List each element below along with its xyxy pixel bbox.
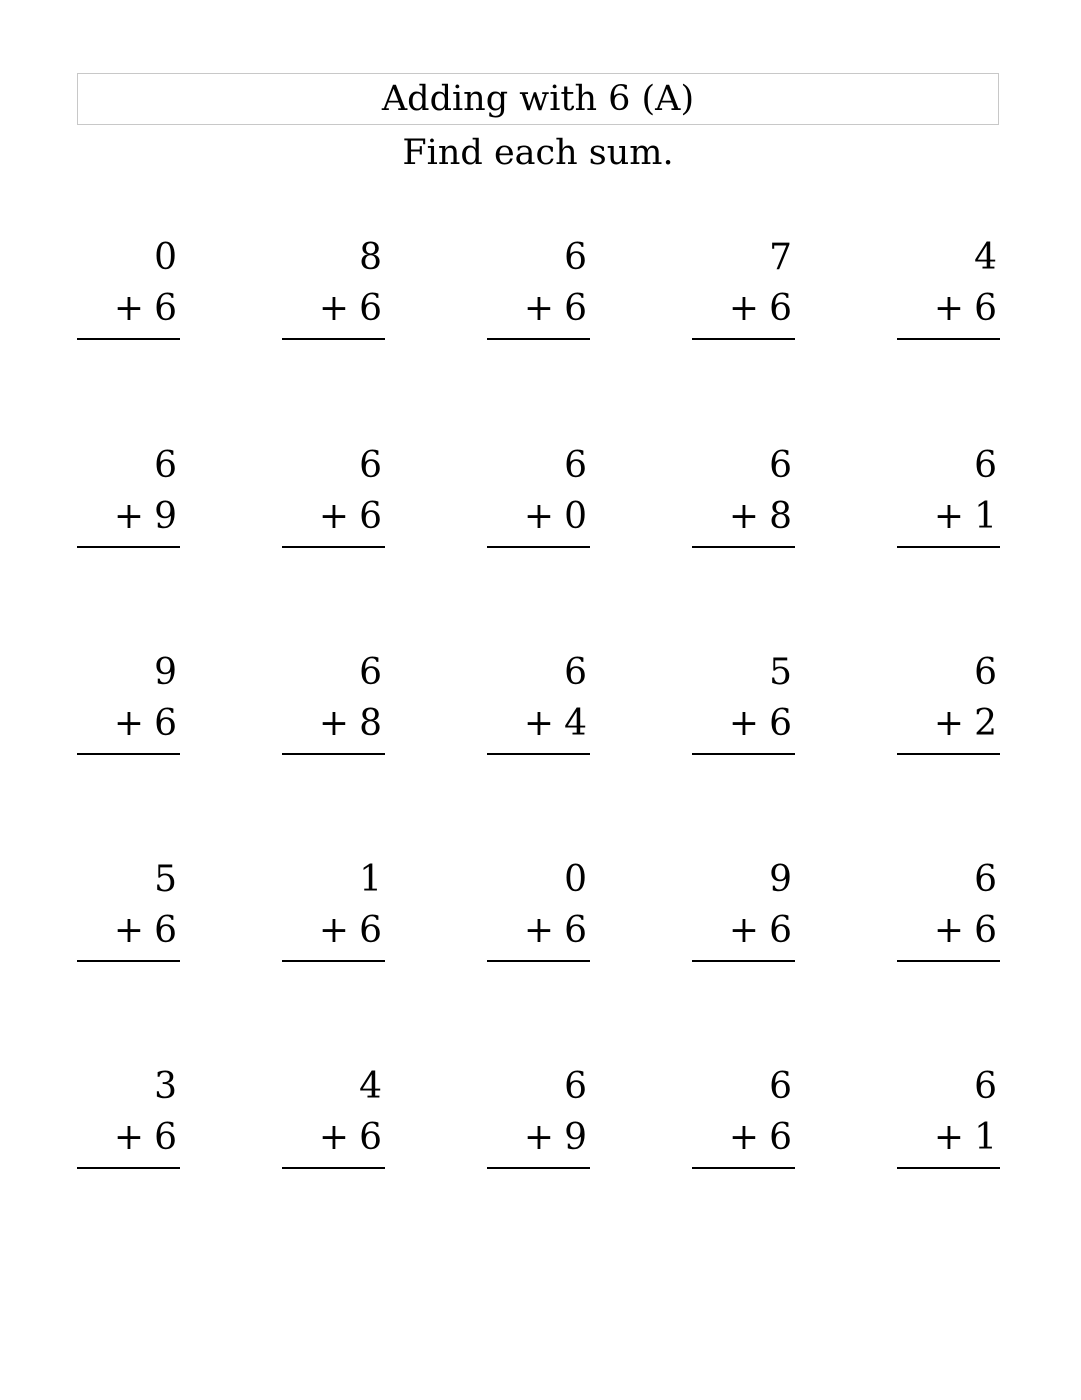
answer-line xyxy=(487,1167,590,1169)
answer-line xyxy=(897,1167,1000,1169)
plus-sign: + xyxy=(113,703,145,744)
bottom-addend-line xyxy=(692,1112,795,1163)
bottom-addend: 8 xyxy=(769,496,792,537)
worksheet-title: Adding with 6 (A) xyxy=(381,78,695,119)
addition-problem xyxy=(692,854,795,974)
answer-line xyxy=(897,960,1000,962)
plus-sign: + xyxy=(728,910,760,951)
top-addend: 6 xyxy=(769,1066,792,1107)
bottom-addend: 6 xyxy=(359,1117,382,1158)
plus-sign: + xyxy=(933,288,965,329)
top-addend: 4 xyxy=(359,1066,382,1107)
plus-sign: + xyxy=(523,288,555,329)
addition-problem xyxy=(282,854,385,974)
plus-sign: + xyxy=(318,288,350,329)
bottom-addend: 6 xyxy=(974,288,997,329)
bottom-addend-line xyxy=(897,1112,1000,1163)
bottom-addend-line xyxy=(692,283,795,334)
addition-problem xyxy=(692,647,795,767)
bottom-addend-line xyxy=(77,491,180,542)
addition-problem xyxy=(282,440,385,560)
addition-problem xyxy=(897,1061,1000,1181)
answer-line xyxy=(692,1167,795,1169)
plus-sign: + xyxy=(113,496,145,537)
bottom-addend: 9 xyxy=(154,496,177,537)
plus-sign: + xyxy=(318,703,350,744)
bottom-addend-line xyxy=(282,905,385,956)
top-addend: 6 xyxy=(359,445,382,486)
bottom-addend: 6 xyxy=(154,703,177,744)
top-addend: 0 xyxy=(564,859,587,900)
answer-line xyxy=(692,546,795,548)
bottom-addend: 6 xyxy=(769,1117,792,1158)
addition-problem xyxy=(282,647,385,767)
plus-sign: + xyxy=(728,496,760,537)
top-addend: 9 xyxy=(769,859,792,900)
top-addend: 9 xyxy=(154,652,177,693)
answer-line xyxy=(487,960,590,962)
top-addend: 6 xyxy=(769,445,792,486)
top-addend: 6 xyxy=(564,445,587,486)
worksheet-instructions: Find each sum. xyxy=(402,133,674,173)
answer-line xyxy=(77,1167,180,1169)
bottom-addend: 6 xyxy=(154,288,177,329)
plus-sign: + xyxy=(523,703,555,744)
addition-problem xyxy=(487,647,590,767)
answer-line xyxy=(77,753,180,755)
bottom-addend-line xyxy=(897,283,1000,334)
plus-sign: + xyxy=(318,1117,350,1158)
bottom-addend: 9 xyxy=(564,1117,587,1158)
answer-line xyxy=(77,960,180,962)
top-addend: 6 xyxy=(154,445,177,486)
plus-sign: + xyxy=(523,496,555,537)
answer-line xyxy=(282,753,385,755)
top-addend: 6 xyxy=(359,652,382,693)
answer-line xyxy=(692,960,795,962)
answer-line xyxy=(77,546,180,548)
plus-sign: + xyxy=(318,496,350,537)
top-addend: 0 xyxy=(154,237,177,278)
bottom-addend: 1 xyxy=(974,1117,997,1158)
top-addend: 5 xyxy=(769,652,792,693)
addition-problem xyxy=(487,232,590,352)
plus-sign: + xyxy=(523,1117,555,1158)
top-addend: 8 xyxy=(359,237,382,278)
top-addend: 6 xyxy=(564,652,587,693)
plus-sign: + xyxy=(933,1117,965,1158)
answer-line xyxy=(282,1167,385,1169)
bottom-addend: 6 xyxy=(769,288,792,329)
answer-line xyxy=(77,338,180,340)
addition-problem xyxy=(282,232,385,352)
bottom-addend: 6 xyxy=(769,910,792,951)
bottom-addend-line xyxy=(282,283,385,334)
top-addend: 6 xyxy=(974,1066,997,1107)
top-addend: 1 xyxy=(359,859,382,900)
plus-sign: + xyxy=(523,910,555,951)
addition-problem xyxy=(897,647,1000,767)
plus-sign: + xyxy=(728,703,760,744)
bottom-addend: 6 xyxy=(154,910,177,951)
plus-sign: + xyxy=(933,703,965,744)
bottom-addend-line xyxy=(692,491,795,542)
answer-line xyxy=(897,338,1000,340)
bottom-addend: 8 xyxy=(359,703,382,744)
bottom-addend: 4 xyxy=(564,703,587,744)
addition-problem xyxy=(282,1061,385,1181)
bottom-addend-line xyxy=(487,698,590,749)
top-addend: 4 xyxy=(974,237,997,278)
bottom-addend: 1 xyxy=(974,496,997,537)
bottom-addend-line xyxy=(77,1112,180,1163)
bottom-addend-line xyxy=(77,698,180,749)
top-addend: 6 xyxy=(974,445,997,486)
bottom-addend-line xyxy=(897,698,1000,749)
addition-problem xyxy=(897,854,1000,974)
plus-sign: + xyxy=(318,910,350,951)
addition-problem xyxy=(692,1061,795,1181)
addition-problem xyxy=(77,1061,180,1181)
bottom-addend: 6 xyxy=(359,288,382,329)
bottom-addend-line xyxy=(282,1112,385,1163)
top-addend: 6 xyxy=(564,237,587,278)
bottom-addend-line xyxy=(282,491,385,542)
answer-line xyxy=(692,753,795,755)
bottom-addend-line xyxy=(487,905,590,956)
answer-line xyxy=(487,753,590,755)
bottom-addend: 6 xyxy=(974,910,997,951)
answer-line xyxy=(282,338,385,340)
addition-problem xyxy=(487,1061,590,1181)
bottom-addend-line xyxy=(487,1112,590,1163)
addition-problem xyxy=(77,647,180,767)
bottom-addend: 6 xyxy=(154,1117,177,1158)
top-addend: 6 xyxy=(564,1066,587,1107)
answer-line xyxy=(692,338,795,340)
answer-line xyxy=(282,546,385,548)
plus-sign: + xyxy=(113,910,145,951)
plus-sign: + xyxy=(933,910,965,951)
bottom-addend-line xyxy=(897,491,1000,542)
top-addend: 6 xyxy=(974,859,997,900)
addition-problem xyxy=(487,440,590,560)
bottom-addend: 6 xyxy=(564,288,587,329)
addition-problem xyxy=(897,232,1000,352)
bottom-addend-line xyxy=(77,283,180,334)
answer-line xyxy=(897,753,1000,755)
bottom-addend-line xyxy=(487,491,590,542)
top-addend: 6 xyxy=(974,652,997,693)
plus-sign: + xyxy=(113,1117,145,1158)
bottom-addend: 6 xyxy=(359,496,382,537)
addition-problem xyxy=(897,440,1000,560)
addition-problem xyxy=(77,440,180,560)
addition-problem xyxy=(487,854,590,974)
plus-sign: + xyxy=(728,288,760,329)
top-addend: 7 xyxy=(769,237,792,278)
bottom-addend: 6 xyxy=(564,910,587,951)
bottom-addend-line xyxy=(692,905,795,956)
addition-problem xyxy=(692,440,795,560)
bottom-addend: 6 xyxy=(769,703,792,744)
addition-problem xyxy=(77,854,180,974)
bottom-addend-line xyxy=(692,698,795,749)
bottom-addend: 2 xyxy=(974,703,997,744)
bottom-addend-line xyxy=(77,905,180,956)
plus-sign: + xyxy=(728,1117,760,1158)
answer-line xyxy=(282,960,385,962)
plus-sign: + xyxy=(933,496,965,537)
top-addend: 5 xyxy=(154,859,177,900)
addition-problem xyxy=(77,232,180,352)
bottom-addend-line xyxy=(282,698,385,749)
addition-problem xyxy=(692,232,795,352)
answer-line xyxy=(897,546,1000,548)
bottom-addend: 6 xyxy=(359,910,382,951)
plus-sign: + xyxy=(113,288,145,329)
answer-line xyxy=(487,546,590,548)
bottom-addend-line xyxy=(487,283,590,334)
bottom-addend-line xyxy=(897,905,1000,956)
answer-line xyxy=(487,338,590,340)
bottom-addend: 0 xyxy=(564,496,587,537)
worksheet-title-box xyxy=(77,73,999,125)
top-addend: 3 xyxy=(154,1066,177,1107)
